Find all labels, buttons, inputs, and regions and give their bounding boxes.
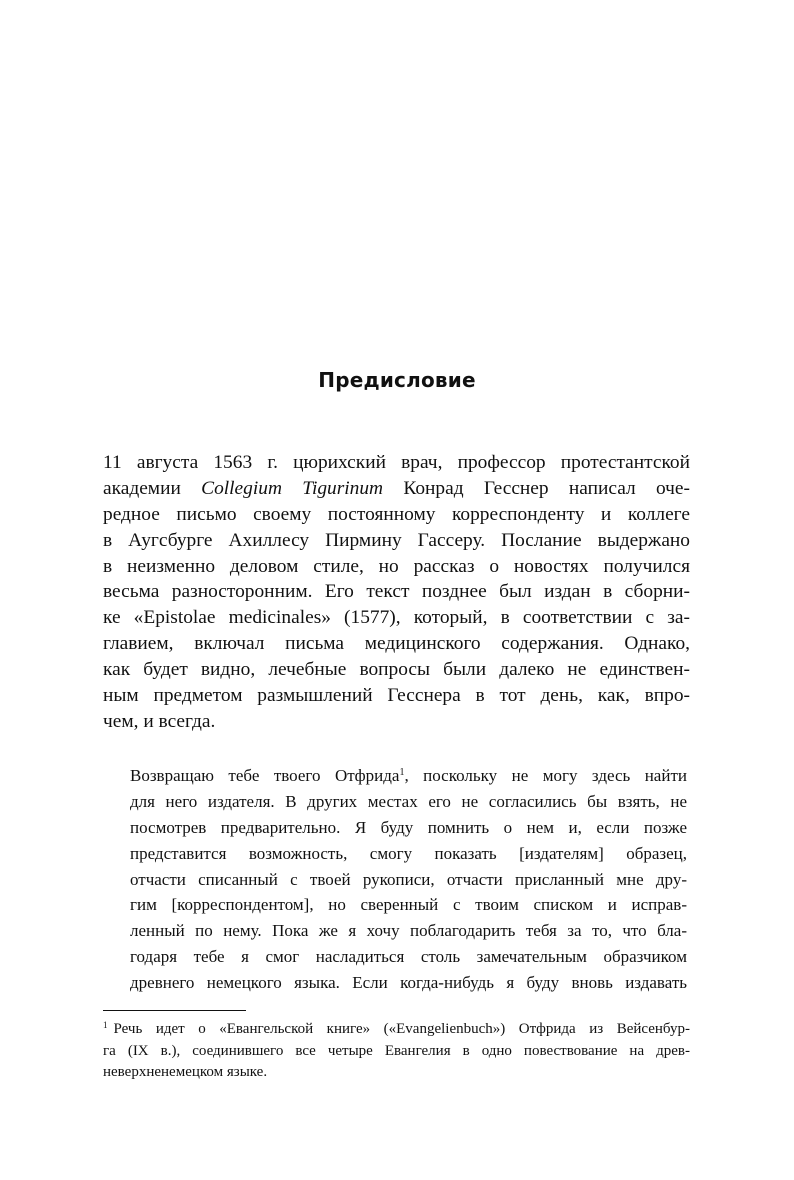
body-text: Конрад Гесснер написал оче-	[403, 477, 690, 499]
quote-line: для него издателя. В других местах его не согласились бы взять, не	[130, 791, 687, 811]
body-text: академии	[103, 477, 181, 499]
body-line: в Аугсбурге Ахиллесу Пирмину Гассеру. Послание выдержано	[103, 529, 690, 551]
body-paragraph	[103, 450, 690, 735]
footnote-line: неверхненемецком языке.	[103, 1064, 268, 1080]
quote-line: гим [корреспондентом], но сверенный с твоим списком и исправ-	[130, 895, 687, 915]
footnote	[103, 1019, 690, 1084]
footnote-reference[interactable]: 1	[399, 767, 405, 778]
quote-text: , поскольку не могу здесь найти	[404, 766, 687, 785]
chapter-heading: Предисловие	[318, 368, 476, 392]
body-line: как будет видно, лечебные вопросы были далеко не единствен-	[103, 659, 690, 681]
quote-text: Возвращаю тебе твоего Отфрида	[130, 766, 400, 785]
footnote-number: 1	[103, 1020, 108, 1030]
quote-line: представится возможность, смогу показать [издателям] образец,	[130, 843, 687, 863]
quote-line	[130, 763, 687, 789]
body-line: ке «Epistolae medicinales» (1577), который, в соответствии с за-	[103, 607, 690, 629]
body-line: 11 августа 1563 г. цюрихский врач, профессор протестантской	[103, 452, 690, 473]
footnote-line: га (IX в.), соединившего все четыре Евангелия в одно повествование на древ-	[103, 1042, 690, 1059]
body-line: редное письмо своему постоянному корреспонденту и коллеге	[103, 503, 690, 525]
quote-line: ленный по нему. Пока же я хочу поблагодарить тебя за то, что бла-	[130, 921, 687, 941]
footnote-line	[103, 1019, 690, 1041]
quote-line: годаря тебе я смог насладиться столь замечательным образчиком	[130, 947, 687, 967]
body-line: ным предметом размышлений Гесснера в тот день, как, впро-	[103, 685, 690, 707]
quote-line: древнего немецкого языка. Если когда-нибудь я буду вновь издавать	[130, 973, 687, 993]
latin-title: Collegium Tigurinum	[201, 477, 384, 499]
body-line	[103, 476, 690, 502]
quote-line: отчасти списанный с твоей рукописи, отчасти присланный мне дру-	[130, 869, 687, 889]
footnote-text: Речь идет о «Евангельской книге» («Evangelienbuch») Отфрида из Вейсенбур-	[113, 1021, 690, 1037]
body-line: в неизменно деловом стиле, но рассказ о новостях получился	[103, 555, 690, 577]
body-line: чем, и всегда.	[103, 710, 216, 732]
body-line: главием, включал письма медицинского содержания. Однако,	[103, 633, 690, 655]
letter-quote	[130, 763, 687, 996]
quote-line: посмотрев предварительно. Я буду помнить о нем и, если позже	[130, 817, 687, 837]
footnote-divider	[103, 1010, 246, 1011]
body-line: весьма разносторонним. Его текст позднее был издан в сборни-	[103, 581, 690, 603]
